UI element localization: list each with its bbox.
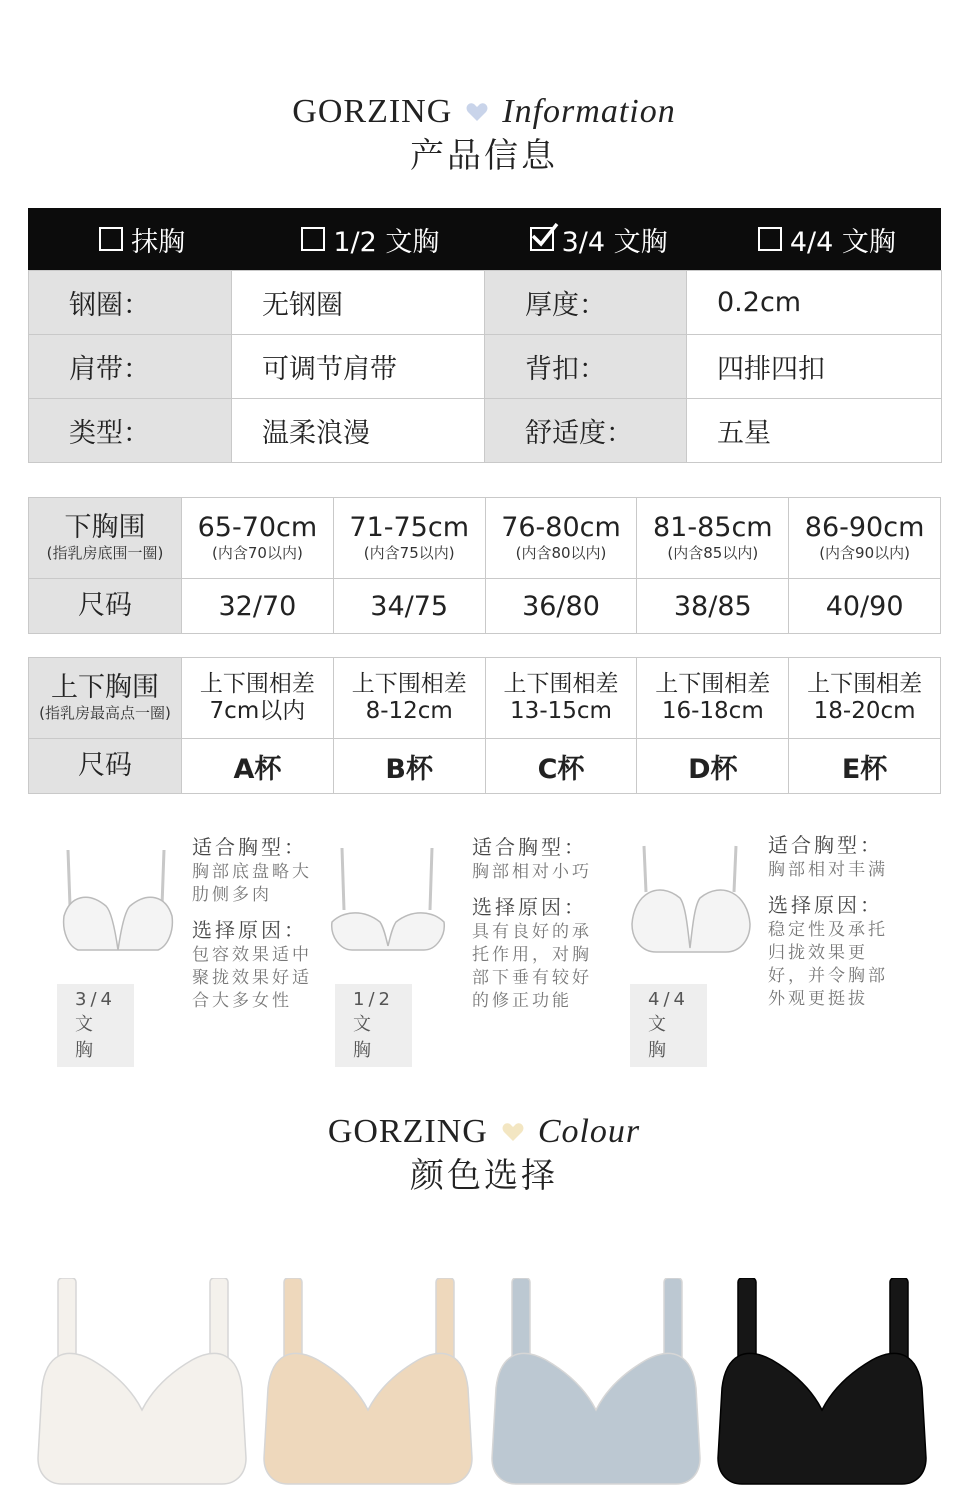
header-label: 上下胸围 — [51, 672, 159, 703]
checked-checkbox-icon — [530, 227, 554, 251]
difference-value: 18-20cm — [813, 698, 916, 724]
colour-options — [0, 1270, 968, 1498]
size-value: 38/85 — [637, 579, 789, 634]
size-row-label: 尺码 — [29, 739, 182, 794]
fit-heading: 适合胸型： — [768, 833, 883, 857]
reason-text: 稳定性及承托归拢效果更好，并令胸部外观更挺拔 — [768, 920, 888, 1009]
spec-value: 温柔浪漫 — [232, 399, 485, 463]
section-title-cn: 颜色选择 — [410, 1156, 558, 1196]
range-value: 65-70cm — [197, 512, 318, 543]
underbust-size-table — [28, 497, 941, 634]
fit-text: 胸部相对丰满 — [768, 860, 888, 880]
difference-cell — [182, 658, 334, 739]
cup-value: C杯 — [485, 739, 637, 794]
section-title-en: Colour — [537, 1113, 641, 1150]
bra-type-description — [768, 834, 903, 1011]
range-value: 71-75cm — [349, 512, 469, 543]
range-cell — [789, 498, 941, 579]
reason-heading: 选择原因： — [472, 895, 587, 919]
cup-value: E杯 — [789, 739, 941, 794]
style-label: 4/4 文胸 — [789, 226, 896, 258]
checkbox-icon — [301, 227, 325, 251]
fit-heading: 适合胸型： — [472, 835, 587, 859]
style-label: 3/4 文胸 — [561, 226, 668, 258]
spec-key: 肩带： — [29, 335, 232, 399]
size-value: 34/75 — [333, 579, 485, 634]
style-option — [713, 208, 941, 270]
bra-colour-swatch-blue[interactable] — [490, 1278, 702, 1490]
spec-key: 舒适度： — [485, 399, 687, 463]
bra-type-description — [192, 836, 327, 1013]
style-label: 抹胸 — [131, 226, 186, 258]
underbust-row — [29, 498, 941, 579]
difference-label: 上下围相差 — [351, 671, 467, 697]
difference-label: 上下围相差 — [503, 671, 619, 697]
bra-44-illustration — [628, 844, 754, 958]
header-note: (指乳房底围一圈) — [46, 544, 164, 562]
checkbox-icon — [758, 227, 782, 251]
spec-row — [29, 271, 942, 335]
bra-type-tag: 4/4文胸 — [630, 984, 707, 1067]
bra-type-tag: 3/4文胸 — [57, 984, 134, 1067]
spec-row — [29, 335, 942, 399]
header-label: 下胸围 — [64, 512, 146, 543]
difference-label: 上下围相差 — [655, 671, 771, 697]
size-value: 36/80 — [485, 579, 637, 634]
cup-value: A杯 — [182, 739, 334, 794]
bra-type-guide — [0, 826, 968, 1061]
size-value: 32/70 — [182, 579, 334, 634]
spec-key: 背扣： — [485, 335, 687, 399]
range-note: (内含70以内) — [212, 544, 303, 562]
colour-heading — [0, 1112, 968, 1198]
spec-value: 五星 — [687, 399, 942, 463]
product-info-table — [28, 208, 941, 463]
difference-row — [29, 658, 941, 739]
spec-key: 厚度： — [485, 271, 687, 335]
size-row — [29, 579, 941, 634]
section-title-cn: 产品信息 — [410, 136, 558, 176]
cup-value: B杯 — [333, 739, 485, 794]
range-note: (内含75以内) — [363, 544, 455, 562]
fit-text: 胸部相对小巧 — [472, 862, 592, 882]
difference-value: 13-15cm — [510, 698, 612, 724]
spec-value: 四排四扣 — [687, 335, 942, 399]
difference-label: 上下围相差 — [807, 671, 923, 697]
range-cell — [485, 498, 637, 579]
bra-type-tag: 1/2文胸 — [335, 984, 412, 1067]
reason-heading: 选择原因： — [768, 893, 883, 917]
cup-value: D杯 — [637, 739, 789, 794]
style-options-bar — [28, 208, 941, 270]
info-heading — [0, 92, 968, 178]
range-cell — [182, 498, 334, 579]
bra-colour-swatch-beige[interactable] — [262, 1278, 474, 1490]
spec-value: 无钢圈 — [232, 271, 485, 335]
style-option — [28, 208, 256, 270]
size-row-label: 尺码 — [29, 579, 182, 634]
style-option — [256, 208, 484, 270]
cup-size-table — [28, 657, 941, 794]
range-cell — [333, 498, 485, 579]
reason-text: 具有良好的承托作用，对胸部下垂有较好的修正功能 — [472, 922, 592, 1011]
range-note: (内含90以内) — [819, 544, 910, 562]
range-note: (内含80以内) — [515, 544, 607, 562]
difference-value: 8-12cm — [365, 698, 453, 724]
difference-cell — [789, 658, 941, 739]
range-cell — [637, 498, 789, 579]
bra-colour-swatch-black[interactable] — [716, 1278, 928, 1490]
range-note: (内含85以内) — [667, 544, 759, 562]
brand-name: GORZING — [327, 1113, 488, 1150]
section-title-en: Information — [502, 93, 676, 130]
difference-cell — [333, 658, 485, 739]
spec-key: 类型： — [29, 399, 232, 463]
spec-value: 可调节肩带 — [232, 335, 485, 399]
spec-key: 钢圈： — [29, 271, 232, 335]
fit-text: 胸部底盘略大肋侧多肉 — [192, 862, 312, 905]
reason-text: 包容效果适中聚拢效果好适合大多女性 — [192, 945, 312, 1011]
spec-row — [29, 399, 942, 463]
heart-icon — [502, 1122, 524, 1142]
brand-name: GORZING — [292, 93, 453, 130]
header-note: (指乳房最高点一圈) — [39, 704, 171, 722]
spec-value: 0.2cm — [687, 271, 942, 335]
bra-type-description — [472, 836, 607, 1013]
difference-value: 16-18cm — [661, 698, 764, 724]
underbust-header — [29, 498, 182, 579]
spec-table — [28, 270, 942, 463]
range-value: 86-90cm — [804, 512, 925, 543]
bra-34-illustration — [58, 846, 178, 958]
fit-heading: 适合胸型： — [192, 835, 307, 859]
cup-header — [29, 658, 182, 739]
checkbox-icon — [99, 227, 123, 251]
reason-heading: 选择原因： — [192, 918, 307, 942]
style-option-selected — [485, 208, 713, 270]
difference-value: 7cm以内 — [209, 698, 306, 724]
bra-12-illustration — [328, 846, 448, 958]
difference-cell — [637, 658, 789, 739]
style-label: 1/2 文胸 — [333, 226, 440, 258]
difference-label: 上下围相差 — [199, 671, 315, 697]
bra-colour-swatch-white[interactable] — [36, 1278, 248, 1490]
range-value: 76-80cm — [501, 512, 621, 543]
cup-row — [29, 739, 941, 794]
range-value: 81-85cm — [652, 512, 773, 543]
heart-icon — [466, 102, 488, 122]
size-value: 40/90 — [789, 579, 941, 634]
difference-cell — [485, 658, 637, 739]
